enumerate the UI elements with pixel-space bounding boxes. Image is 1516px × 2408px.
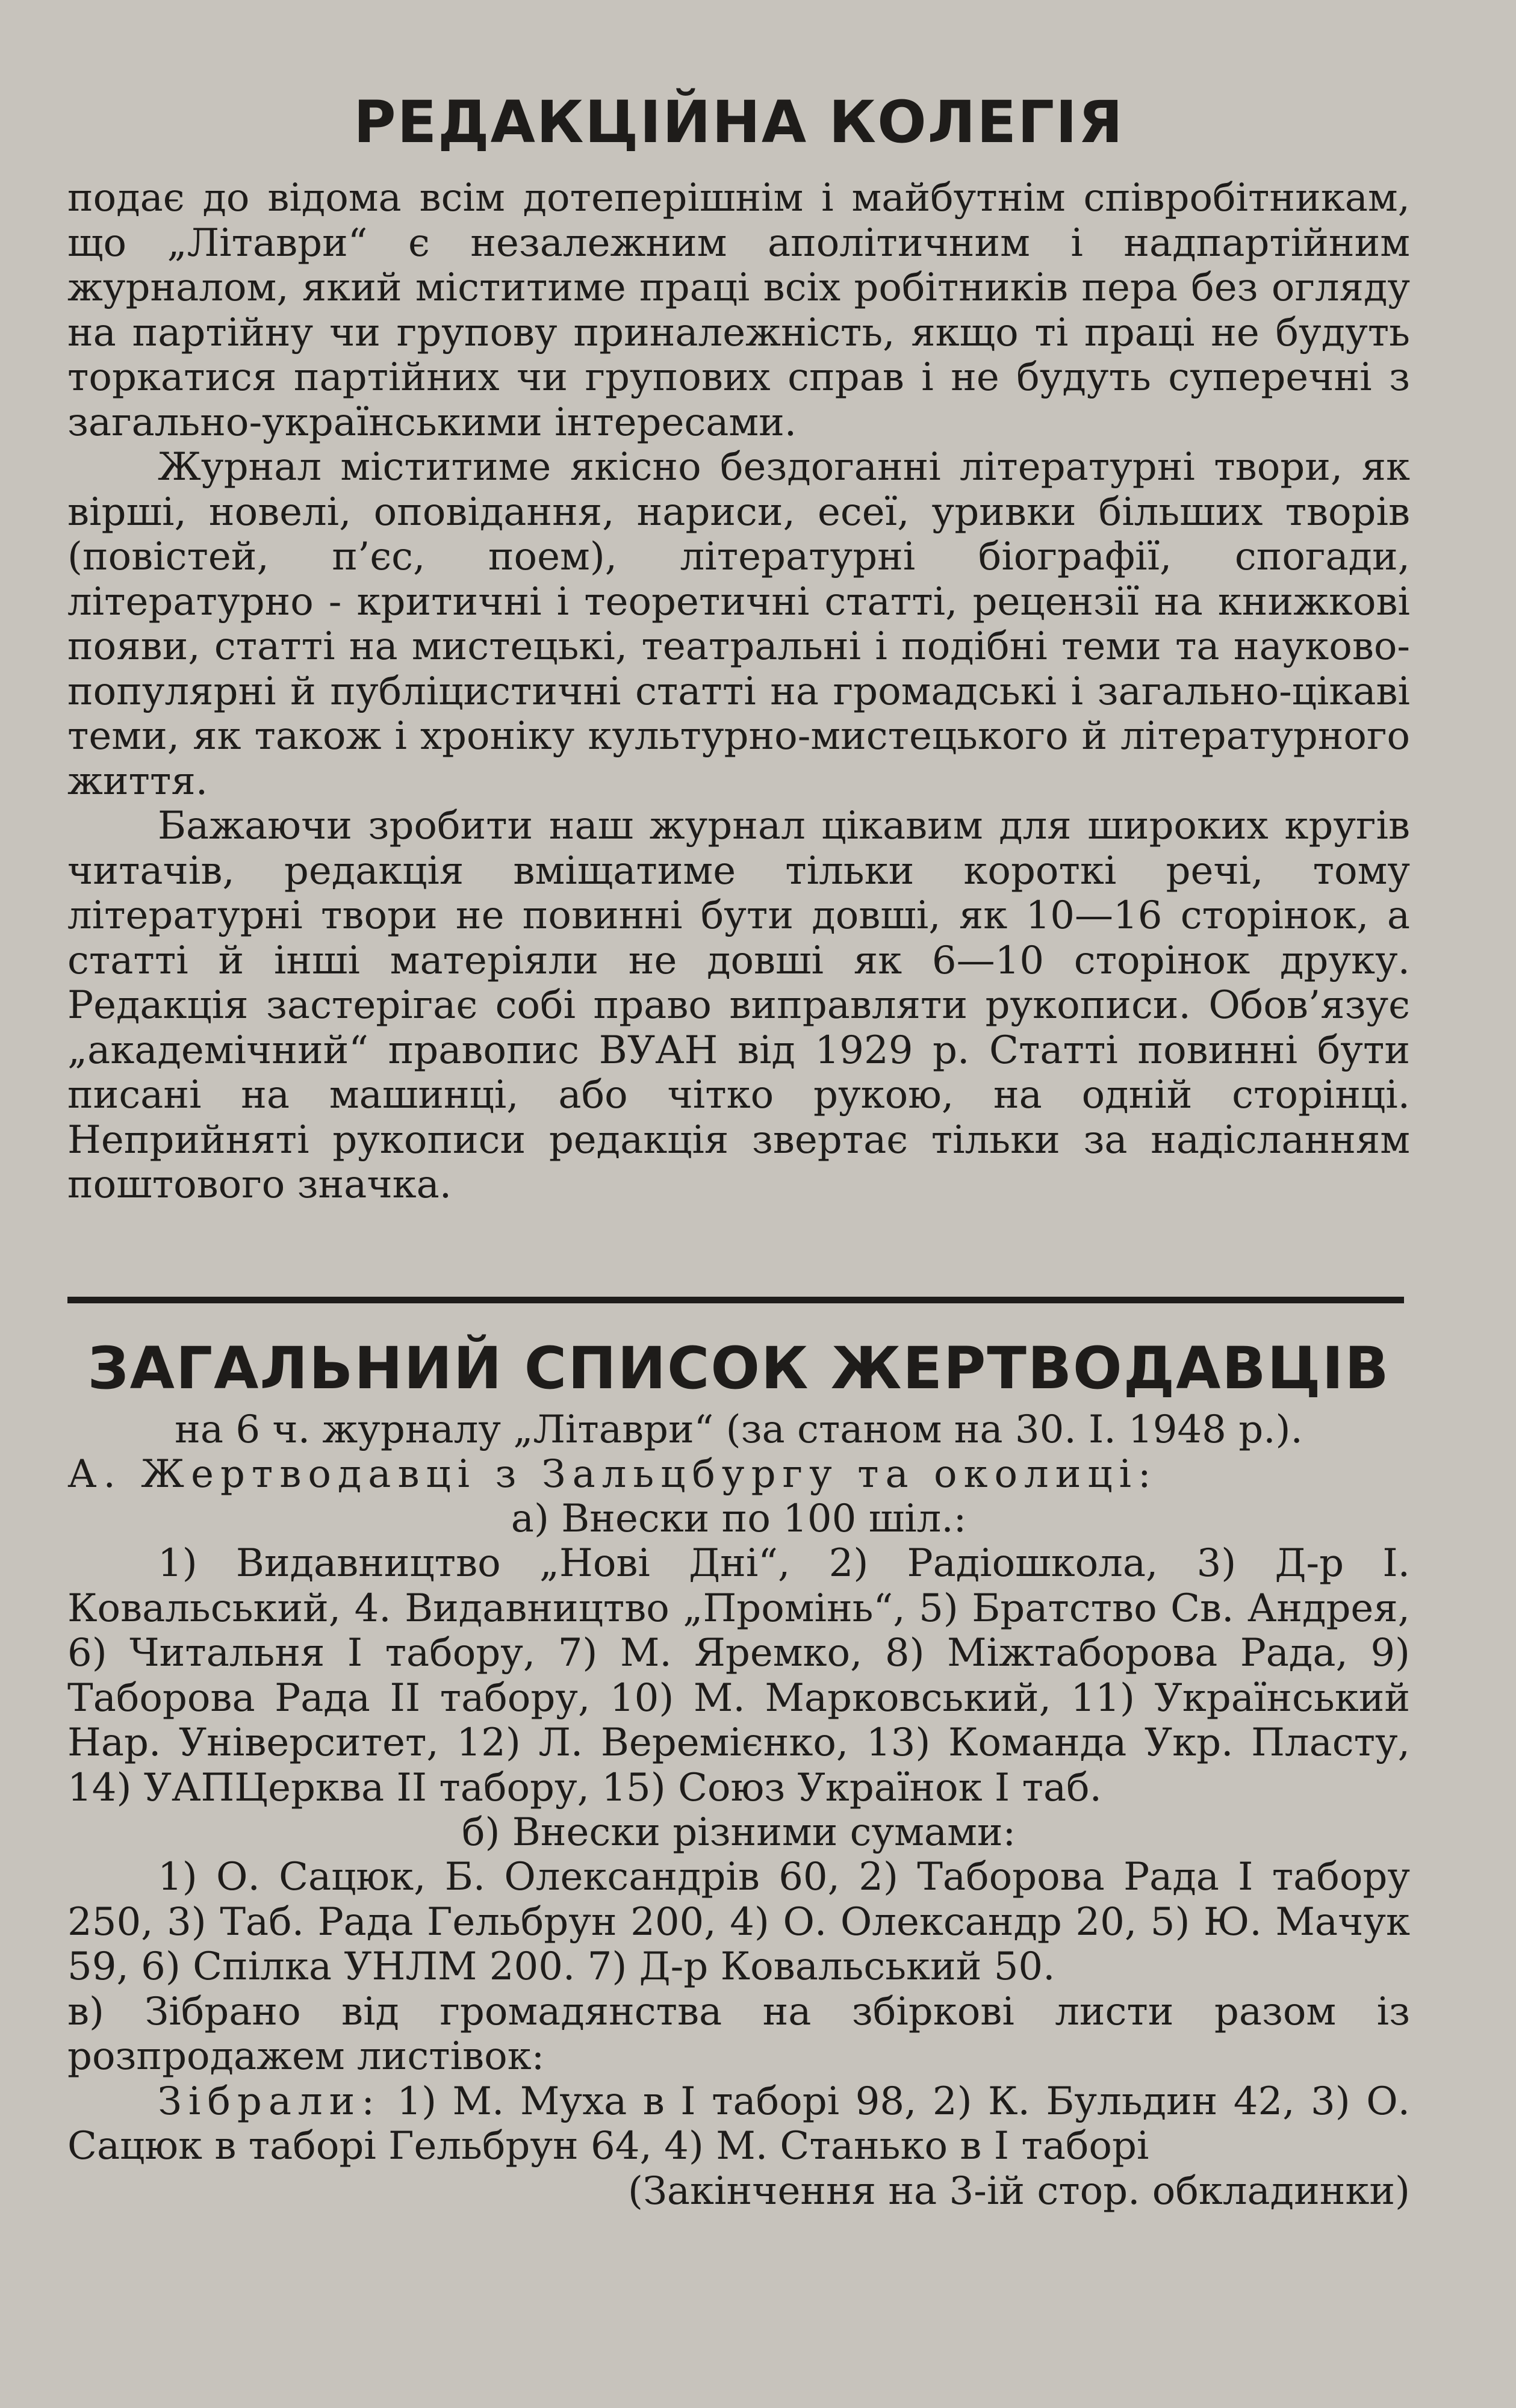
section-a-heading: А. Жертводавці з Зальцбургу та околиці: <box>67 1452 1158 1497</box>
collectors-paragraph <box>67 2079 1410 2169</box>
subsection-c-heading: в) Зібрано від громадянства на збіркові листи разом із розпродажем листівок: <box>67 1989 1410 2079</box>
donors-list-title: ЗАГАЛЬНИЙ СПИСОК ЖЕРТВОДАВЦІВ <box>87 1335 1390 1402</box>
donors-list-b: 1) О. Сацюк, Б. Олександрів 60, 2) Таборова Рада I табору 250, 3) Таб. Рада Гельбрун 200, 4) О. Олександр 20, 5) Ю. Мачук 59, 6) Спілка УНЛМ 200. 7) Д-р Ковальський 50. <box>67 1855 1410 1989</box>
editorial-board-title: РЕДАКЦІЙНА КОЛЕГІЯ <box>353 88 1124 156</box>
section-divider <box>67 1297 1404 1303</box>
subsection-b-heading: б) Внески різними сумами: <box>461 1810 1016 1855</box>
donors-list-a: 1) Видавництво „Нові Дні“, 2) Радіошкола, 3) Д-р І. Ковальський, 4. Видавництво „Промінь“, 5) Братство Св. Андрея, 6) Читальня І табору, 7) М. Яремко, 8) Міжтаборова Рада, 9) Таборова Рада II табору, 10) М. Марковський, 11) Український Нар. Університет, 12) Л. Веремієнко, 13) Команда Укр. Пласту, 14) УАПЦерква II табору, 15) Союз Українок І таб. <box>67 1541 1410 1810</box>
donors-list <box>67 1407 1410 2214</box>
notice-paragraph-1: подає до відома всім дотеперішнім і майбутнім співробітникам, що „Літаври“ є незалежним аполітичним і надпартійним журналом, який міститиме праці всіх робітників пера без огляду на партійну чи групову приналежність, якщо ті праці не будуть торкатися партійних чи групових справ і не будуть суперечні з загально-українськими інтересами. <box>67 176 1410 445</box>
notice-paragraph-3: Бажаючи зробити наш журнал цікавим для широких кругів читачів, редакція вміщатиме тільки короткі речі, тому літературні твори не повинні бути довші, як 10—16 сторінок, а статті й інші матеріяли не довші як 6—10 сторінок друку. Редакція застерігає собі право виправляти рукописи. Обов’язує „академічний“ правопис ВУАН від 1929 р. Статті повинні бути писані на машинці, або чітко рукою, на одній сторінці. Неприйняті рукописи редакція звертає тільки за надісланням поштового значка. <box>67 804 1410 1207</box>
collectors-list: 1) М. Муха в І таборі 98, 2) К. Бульдин 42, 3) О. Сацюк в таборі Гельбрун 64, 4) М. Станько в І таборі <box>67 2079 1411 2168</box>
subsection-a-heading: а) Внески по 100 шіл.: <box>511 1497 967 1541</box>
continuation-note: (Закінчення на 3-ій стор. обкладинки) <box>628 2168 1410 2214</box>
donors-subtitle: на 6 ч. журналу „Літаври“ (за станом на 30. I. 1948 р.). <box>175 1407 1303 1452</box>
editorial-notice <box>67 176 1410 1208</box>
notice-paragraph-2: Журнал міститиме якісно бездоганні літературні твори, як вірші, новелі, оповідання, нариси, есеї, уривки більших творів (повістей, п’єс, поем), літературні біографії, спогади, літературно - критичні і теоретичні статті, рецензії на книжкові появи, статті на мистецькі, театральні і подібні теми та науково-популярні й публіцистичні статті на громадські і загально-цікаві теми, як також і хроніку культурно-мистецького й літературного життя. <box>67 445 1410 804</box>
collected-label: Зібрали: <box>158 2079 381 2124</box>
